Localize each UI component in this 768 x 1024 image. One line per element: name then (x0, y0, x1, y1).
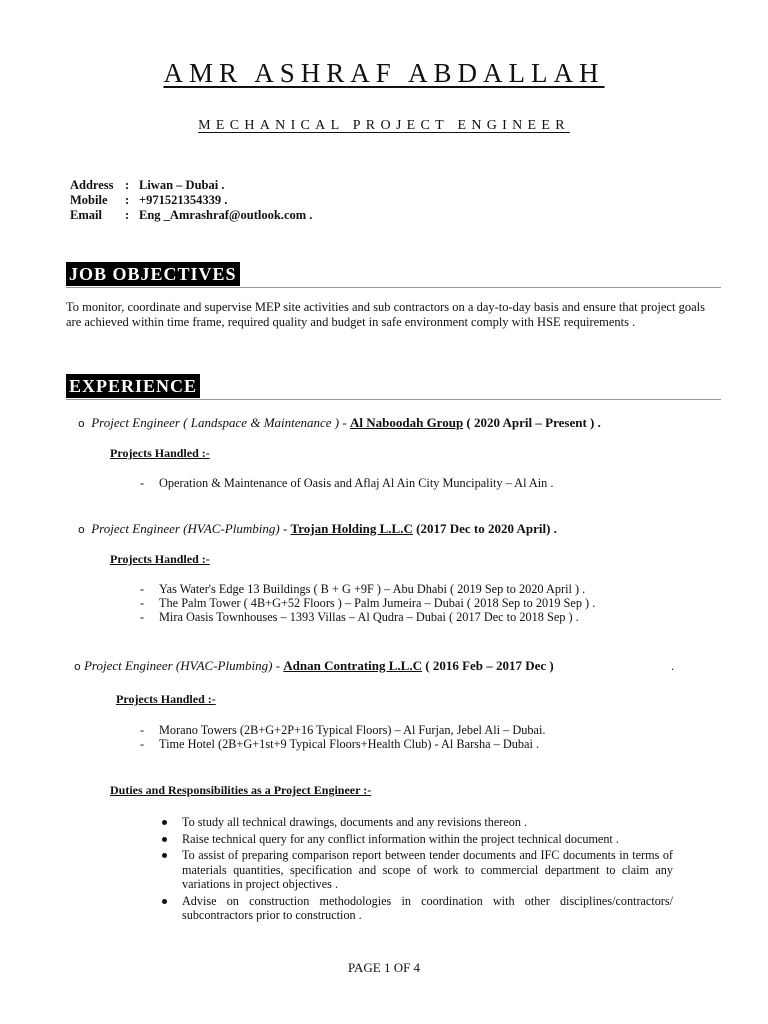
job-bullet: o (74, 660, 81, 673)
job-title-text: MECHANICAL PROJECT ENGINEER (198, 118, 570, 133)
job-dates: (2017 Dec to 2020 April) . (412, 521, 557, 536)
list-item (140, 610, 595, 624)
contact-value: +971521354339 . (139, 193, 228, 207)
job-dates: ( 2020 April – Present ) . (463, 415, 601, 430)
duty-text: Raise technical query for any conflict information within the project technical document . (182, 831, 619, 846)
projects-handled-label: Projects Handled :- (110, 552, 210, 566)
duties-heading: Duties and Responsibilities as a Project Engineer :- (110, 783, 372, 797)
project-text: Mira Oasis Townhouses – 1393 Villas – Al Qudra – Dubai ( 2017 Dec to 2018 Sep ) . (159, 610, 579, 624)
job-entry (78, 415, 601, 431)
project-text: Morano Towers (2B+G+2P+16 Typical Floors) – Al Furjan, Jebel Ali – Dubai. (159, 723, 546, 737)
list-item (140, 582, 595, 596)
dash-mark: - (140, 596, 145, 610)
list-item (160, 832, 673, 847)
job-role: Project Engineer (HVAC-Plumbing) (91, 521, 280, 536)
job-dash: - (339, 415, 350, 430)
projects-handled-label: Projects Handled :- (116, 692, 216, 706)
project-text: The Palm Tower ( 4B+G+52 Floors ) – Palm Jumeira – Dubai ( 2018 Sep to 2019 Sep ) . (159, 596, 596, 610)
contact-separator: : (125, 208, 130, 222)
objectives-text: To monitor, coordinate and supervise MEP site activities and sub contractors on a day-to-day basis and ensure that project goals are achieved within time frame, required quality and budget in safe environment comply with HSE requirements . (66, 300, 705, 329)
job-bullet: o (78, 523, 85, 536)
contact-email (70, 208, 312, 223)
dash-mark: - (140, 723, 145, 737)
job-company: Trojan Holding L.L.C (290, 521, 413, 536)
contact-label: Address (70, 178, 114, 192)
job-entry (78, 521, 557, 537)
dash-mark: - (140, 476, 145, 490)
list-item (140, 723, 546, 737)
dash-mark: - (140, 582, 145, 596)
bullet-dot-icon (162, 837, 167, 842)
contact-separator: : (125, 193, 130, 207)
list-item (160, 894, 673, 923)
projects-handled-label: Projects Handled :- (110, 446, 210, 460)
project-text: Time Hotel (2B+G+1st+9 Typical Floors+Health Club) - Al Barsha – Dubai . (159, 737, 540, 751)
page-number: PAGE 1 OF 4 (347, 960, 421, 975)
contact-separator: : (125, 178, 130, 192)
job-company: Al Naboodah Group (349, 415, 464, 430)
dash-mark: - (140, 737, 145, 751)
bullet-dot-icon (162, 853, 167, 858)
list-item (140, 596, 595, 610)
dash-mark: - (140, 610, 145, 624)
list-item (140, 737, 546, 751)
bullet-dot-icon (162, 899, 167, 904)
job-bullet: o (78, 417, 85, 430)
project-text: Yas Water's Edge 13 Buildings ( B + G +9F ) – Abu Dhabi ( 2019 Sep to 2020 April ) . (159, 582, 586, 596)
project-list (140, 582, 595, 624)
project-list (140, 476, 553, 490)
contact-mobile (70, 193, 312, 208)
objectives-divider (66, 287, 721, 288)
contact-address (70, 178, 312, 193)
job-company: Adnan Contrating L.L.C (283, 658, 422, 673)
contact-label: Email (70, 208, 102, 222)
job-dash: - (279, 521, 291, 536)
duties-list (160, 815, 673, 925)
project-list (140, 723, 546, 751)
job-role: Project Engineer (HVAC-Plumbing) (83, 658, 273, 673)
job-dates: ( 2016 Feb – 2017 Dec ) (421, 658, 554, 673)
duty-text: Advise on construction methodologies in coordination with other disciplines/contractors/ subcontractors prior to construction . (182, 893, 673, 922)
bullet-dot-icon (162, 820, 167, 825)
candidate-name-text: AMR ASHRAF ABDALLAH (163, 58, 605, 88)
contact-value: Liwan – Dubai . (139, 178, 225, 192)
job-role: Project Engineer ( Landspace & Maintenance ) (91, 415, 340, 430)
objectives-heading: JOB OBJECTIVES (66, 262, 240, 286)
duty-text: To assist of preparing comparison report between tender documents and IFC documents in terms of materials quantities, specification and scope of work to commercial department to claim any variations in project objectives . (182, 848, 673, 891)
project-text: Operation & Maintenance of Oasis and Aflaj Al Ain City Muncipality – Al Ain . (159, 476, 554, 490)
experience-heading: EXPERIENCE (66, 374, 200, 398)
list-item (140, 476, 553, 490)
job-title (0, 118, 768, 134)
candidate-name (0, 58, 768, 89)
job-trailing-period: . (671, 658, 675, 673)
job-entry (74, 658, 554, 674)
contact-label: Mobile (70, 193, 108, 207)
contact-value: Eng _Amrashraf@outlook.com . (139, 208, 313, 222)
list-item (160, 815, 673, 830)
experience-divider (66, 399, 721, 400)
duty-text: To study all technical drawings, documents and any revisions thereon . (182, 815, 528, 829)
list-item (160, 848, 673, 892)
contact-block (70, 178, 312, 223)
job-dash: - (272, 658, 284, 673)
